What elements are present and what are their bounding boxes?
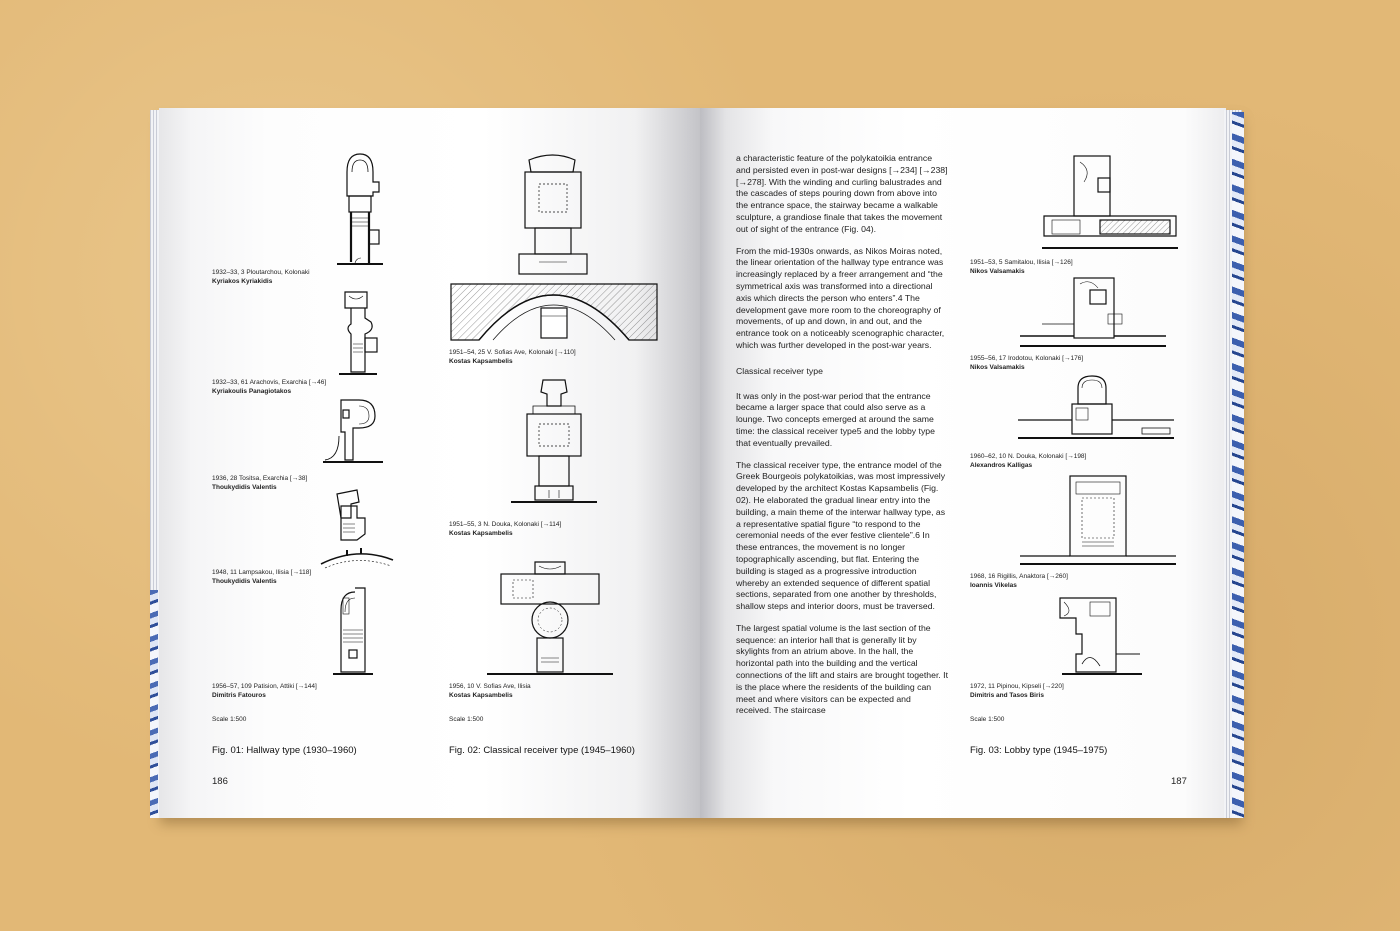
caption-12 [970,572,1068,590]
floor-plan-hallway-1 [329,152,389,270]
floor-plan-lobby-1 [1040,152,1180,254]
page-number-right: 187 [1171,776,1187,787]
floor-plan-lobby-2 [1018,274,1168,352]
caption-7-architect: Kostas Kapsambelis [449,530,513,537]
caption-10-architect: Nikos Valsamakis [970,364,1025,371]
floor-plan-lobby-3 [1016,374,1176,444]
floor-plan-hallway-2 [331,288,391,378]
scale-note-fig02: Scale 1:500 [449,716,484,723]
floor-plan-receiver-3 [485,558,615,680]
caption-13-address: 1972, 11 Pipinou, Kipseli [→220] [970,683,1064,690]
caption-13 [970,682,1064,700]
caption-3-address: 1936, 28 Tositsa, Exarchia [→38] [212,475,308,482]
caption-8 [449,682,531,700]
caption-2 [212,378,326,396]
paragraph-3: It was only in the post-war period that the entrance became a larger space that could also serve as a lounge. Two concepts emerged at around the same time: the classical receiver type5 and the lobby type that eventually prevailed. [736,390,935,448]
caption-4-address: 1948, 11 Lampsakou, Ilisia [→118] [212,569,312,576]
caption-11 [970,452,1086,470]
right-page [700,108,1226,818]
paragraph-1: a characteristic feature of the polykatoikia entrance and persisted even in post-war designs [→234] [→238] [→278]. With the winding and curling balustrades and the cascades of steps pouring down from above into the entrance space, the stairway became a walkable sculpture, a grandiose finale that takes the movement out of sight of the entrance (Fig. 04). [736,153,948,234]
caption-5 [212,682,317,700]
caption-6 [449,348,576,366]
floor-plan-lobby-4 [1018,472,1178,570]
floor-plan-hallway-5 [329,584,379,676]
scale-note-fig01: Scale 1:500 [212,716,247,723]
caption-8-address: 1956, 10 V. Sofias Ave, Ilisia [449,683,531,690]
caption-7-address: 1951–55, 3 N. Douka, Kolonaki [→114] [449,521,562,528]
caption-5-address: 1956–57, 109 Patision, Attiki [→144] [212,683,317,690]
paragraph-5: The largest spatial volume is the last section of the sequence: an interior hall that is generally lit by skylights from an atrium above. In the hall, the horizontal path into the building and the vertical connections of the lift and stairs are brought together. It is the place where the residents of the building can meet and where visitors can be expected and received. The staircase [736,622,949,716]
caption-3 [212,474,307,492]
figure-title-fig01: Fig. 01: Hallway type (1930–1960) [212,745,357,756]
caption-13-architect: Dimitris and Tasos Biris [970,692,1044,699]
caption-1-address: 1932–33, 3 Ploutarchou, Kolonaki [212,269,310,276]
caption-2-address: 1932–33, 61 Arachovis, Exarchia [→46] [212,379,327,386]
cover-pattern-right [1232,112,1244,818]
floor-plan-receiver-2 [509,378,599,508]
caption-6-address: 1951–54, 25 V. Sofias Ave, Kolonaki [→110] [449,349,576,356]
caption-10-address: 1955–56, 17 Irodotou, Kolonaki [→176] [970,355,1084,362]
floor-plan-hallway-4 [317,488,397,570]
scale-note-fig03: Scale 1:500 [970,716,1005,723]
caption-8-architect: Kostas Kapsambelis [449,692,513,699]
caption-12-address: 1968, 16 Rigillis, Anaktora [→260] [970,573,1068,580]
section-heading: Classical receiver type [736,365,823,376]
caption-11-architect: Alexandros Kalligas [970,462,1033,469]
caption-12-architect: Ioannis Vikelas [970,582,1017,589]
caption-2-architect: Kyriakoulis Panagiotakos [212,388,292,395]
floor-plan-lobby-5 [1056,594,1146,678]
floor-plan-hallway-3 [319,396,389,464]
caption-5-architect: Dimitris Fatouros [212,692,266,699]
paragraph-2: From the mid-1930s onwards, as Nikos Moiras noted, the linear orientation of the hallway type entrance was increasingly replaced by a freer arrangement and “the symmetrical axis was transformed into a directional axis which directs the person who enters”.4 The development gave more room to the choreography of movements, of up and down, in and out, and the entrance took on a noticeably scenographic character, which was further developed in the post-war years. [736,245,945,350]
caption-6-architect: Kostas Kapsambelis [449,358,513,365]
left-page [159,108,700,818]
caption-9-architect: Nikos Valsamakis [970,268,1025,275]
cover-pattern-left [150,590,158,818]
caption-3-architect: Thoukydidis Valentis [212,484,277,491]
floor-plan-receiver-1 [449,150,659,345]
body-text-column [736,153,948,727]
caption-1-architect: Kyriakos Kyriakidis [212,278,273,285]
caption-11-address: 1960–62, 10 N. Douka, Kolonaki [→198] [970,453,1087,460]
page-number-left: 186 [212,776,228,787]
caption-7 [449,520,561,538]
caption-10 [970,354,1083,372]
caption-4 [212,568,311,586]
figure-title-fig02: Fig. 02: Classical receiver type (1945–1960) [449,745,635,756]
caption-9-address: 1951–53, 5 Samitalou, Ilisia [→126] [970,259,1073,266]
caption-4-architect: Thoukydidis Valentis [212,578,277,585]
caption-1 [212,268,310,286]
figure-title-fig03: Fig. 03: Lobby type (1945–1975) [970,745,1108,756]
paragraph-4: The classical receiver type, the entrance model of the Greek Bourgeois polykatoikias, was most impressively developed by the architect Kostas Kapsambelis (Fig. 02). He elaborated the gradual linear entry into the building, a main theme of the interwar hallway type, as a representative spatial figure “to respond to the ceremonial needs of the ever festive clientele”.6 In these entrances, the movement is no longer topographically ascending, but flat. Entering the building is staged as a progressive introduction whereby an extended sequence of different spatial sections, separated from one another by thresholds, shallow steps and interior doors, must be traversed. [736,459,946,612]
